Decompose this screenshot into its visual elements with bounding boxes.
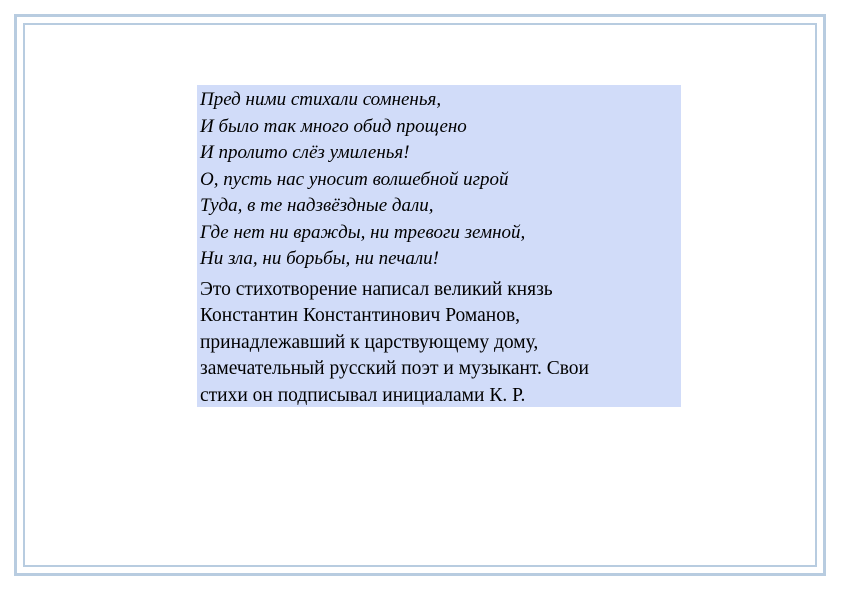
poem-line: Туда, в те надзвёздные дали, [200,195,434,216]
author-note [200,277,681,410]
poem-line: И пролито слёз умиленья! [200,142,410,163]
author-note-line: Это стихотворение написал великий князь [200,278,553,300]
poem-line: Пред ними стихали сомненья, [200,89,442,110]
poem-excerpt [200,87,681,273]
author-note-line: замечательный русский поэт и музыкант. Свои [200,358,589,379]
poem-line: И было так много обид прощено [200,115,467,137]
author-note-line: стихи он подписывал инициалами К. Р. [200,384,526,406]
text-box [197,85,681,407]
author-note-line: принадлежавший к царствующему дому, [200,331,539,353]
author-note-line: Константин Константинович Романов, [200,305,521,326]
poem-line: Ни зла, ни борьбы, ни печали! [200,248,440,269]
poem-line: О, пусть нас уносит волшебной игрой [200,168,509,190]
poem-line: Где нет ни вражды, ни тревоги земной, [200,221,526,243]
